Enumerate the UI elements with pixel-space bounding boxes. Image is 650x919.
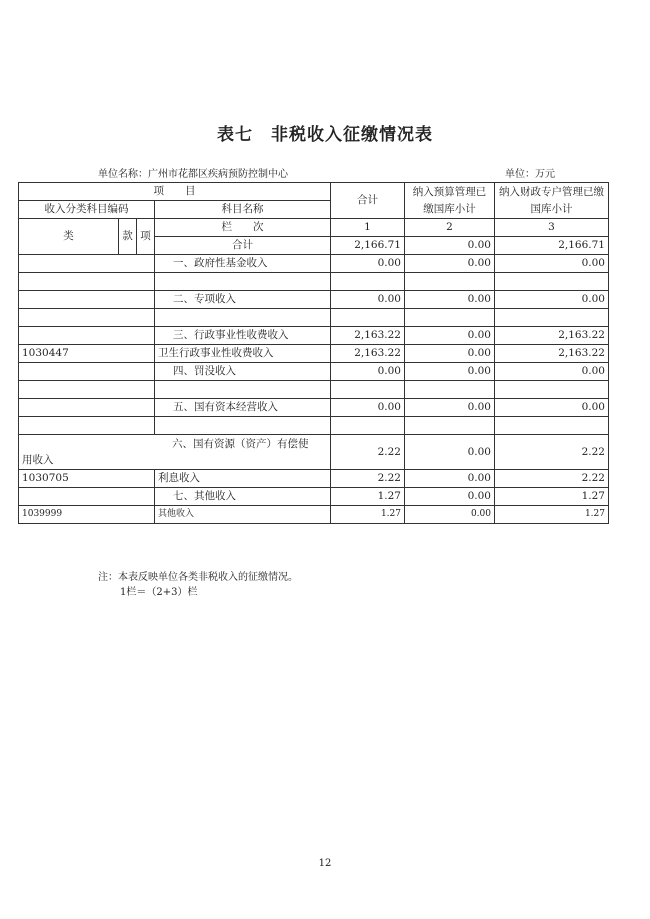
row-name: 其他收入: [155, 506, 331, 524]
row-special: [495, 417, 609, 435]
row-code: [19, 291, 155, 309]
header-row-1: [19, 183, 609, 201]
row-budget: [405, 309, 495, 327]
header-xiang: 项: [137, 219, 155, 255]
row-budget: [405, 273, 495, 291]
row-special: 2,163.22: [495, 327, 609, 345]
header-col2: 2: [405, 219, 495, 237]
row-special: 1.27: [495, 488, 609, 506]
row-budget: 0.00: [405, 255, 495, 273]
table-row: [19, 488, 609, 506]
unit-label: 单位：万元: [505, 169, 555, 180]
row-code: 1030447: [19, 345, 155, 363]
row-budget: 0.00: [405, 435, 495, 470]
row-total: 2.22: [331, 470, 405, 488]
row-code: [19, 309, 155, 327]
row-name-line2: 用收入: [22, 454, 54, 466]
row-name: [155, 381, 331, 399]
row-code: [19, 327, 155, 345]
row-total: 0.00: [331, 363, 405, 381]
row-budget: 0.00: [405, 291, 495, 309]
footnote-line1: 注：本表反映单位各类非税收入的征缴情况。: [98, 572, 298, 583]
table-row: [19, 399, 609, 417]
row-budget: 0.00: [405, 237, 495, 255]
row-total: [331, 273, 405, 291]
row-name: 一、政府性基金收入: [155, 255, 331, 273]
row-total: 1.27: [331, 506, 405, 524]
row-total: 2,166.71: [331, 237, 405, 255]
row-budget: 0.00: [405, 399, 495, 417]
header-item: 项 目: [19, 183, 331, 201]
row-code: 1039999: [19, 506, 155, 524]
header-special: 纳入财政专户管理已缴国库小计: [495, 183, 609, 219]
header-row-3: [19, 219, 609, 237]
row-budget: 0.00: [405, 470, 495, 488]
row-special: [495, 273, 609, 291]
row-total: [331, 381, 405, 399]
row-code: [19, 381, 155, 399]
header-kuan: 款: [119, 219, 137, 255]
row-code: [19, 488, 155, 506]
row-total: [331, 309, 405, 327]
row-name: 五、国有资本经营收入: [155, 399, 331, 417]
page-number: 12: [318, 858, 332, 869]
row-total: 2,163.22: [331, 345, 405, 363]
row-name: [155, 309, 331, 327]
table-row: [19, 345, 609, 363]
table-row: [19, 506, 609, 524]
row-budget: [405, 381, 495, 399]
row-name: 卫生行政事业性收费收入: [155, 345, 331, 363]
row-budget: 0.00: [405, 327, 495, 345]
row-special: 0.00: [495, 291, 609, 309]
header-lanci: 栏 次: [155, 219, 331, 237]
page-title: [0, 120, 650, 145]
row-total: 2.22: [331, 435, 405, 470]
header-lei: 类: [19, 219, 119, 255]
row-special: 0.00: [495, 399, 609, 417]
row-code: [19, 363, 155, 381]
row-code: [19, 255, 155, 273]
row-budget: 0.00: [405, 488, 495, 506]
table-row: [19, 417, 609, 435]
header-budget: 纳入预算管理已缴国库小计: [405, 183, 495, 219]
row-total: 0.00: [331, 399, 405, 417]
footnote-line2: 1栏＝（2+3）栏: [120, 587, 198, 598]
row-code: [19, 399, 155, 417]
table-row: [19, 309, 609, 327]
header-code: 收入分类科目编码: [19, 201, 155, 219]
row-total: 0.00: [331, 255, 405, 273]
row-special: 1.27: [495, 506, 609, 524]
row-total: [331, 417, 405, 435]
table-row: [19, 470, 609, 488]
table-row: [19, 435, 609, 470]
row-name: 合计: [155, 237, 331, 255]
table-row: [19, 255, 609, 273]
row-name: [155, 417, 331, 435]
unit-name: 单位名称：广州市花都区疾病预防控制中心: [98, 169, 288, 180]
header-subject-name: 科目名称: [155, 201, 331, 219]
row-special: 2,166.71: [495, 237, 609, 255]
title-sub: 非税收入征缴情况表: [271, 125, 433, 145]
row-name: 四、罚没收入: [155, 363, 331, 381]
table-row: [19, 381, 609, 399]
row-name: 三、行政事业性收费收入: [155, 327, 331, 345]
row-name: 二、专项收入: [155, 291, 331, 309]
row-budget: 0.00: [405, 345, 495, 363]
row-name: [155, 273, 331, 291]
row-name: 利息收入: [155, 470, 331, 488]
row-special: 2.22: [495, 435, 609, 470]
table-row: [19, 327, 609, 345]
table-row: [19, 363, 609, 381]
row-total: 1.27: [331, 488, 405, 506]
title-main: 表七: [217, 125, 253, 145]
row-budget: 0.00: [405, 506, 495, 524]
row-name-wrapped: [19, 435, 331, 470]
table-row: [19, 291, 609, 309]
row-budget: 0.00: [405, 363, 495, 381]
row-special: 2.22: [495, 470, 609, 488]
row-total: 0.00: [331, 291, 405, 309]
row-code: [19, 417, 155, 435]
row-special: 2,163.22: [495, 345, 609, 363]
row-name-line1: 六、国有资源（资产）有偿使: [172, 438, 309, 450]
row-code: 1030705: [19, 470, 155, 488]
row-special: [495, 309, 609, 327]
header-col3: 3: [495, 219, 609, 237]
table-row: [19, 273, 609, 291]
row-total: 2,163.22: [331, 327, 405, 345]
row-special: 0.00: [495, 363, 609, 381]
row-special: 0.00: [495, 255, 609, 273]
row-budget: [405, 417, 495, 435]
row-name: 七、其他收入: [155, 488, 331, 506]
nontax-income-table: [18, 182, 609, 524]
header-col1: 1: [331, 219, 405, 237]
header-total: 合计: [331, 183, 405, 219]
row-code: [19, 273, 155, 291]
row-special: [495, 381, 609, 399]
